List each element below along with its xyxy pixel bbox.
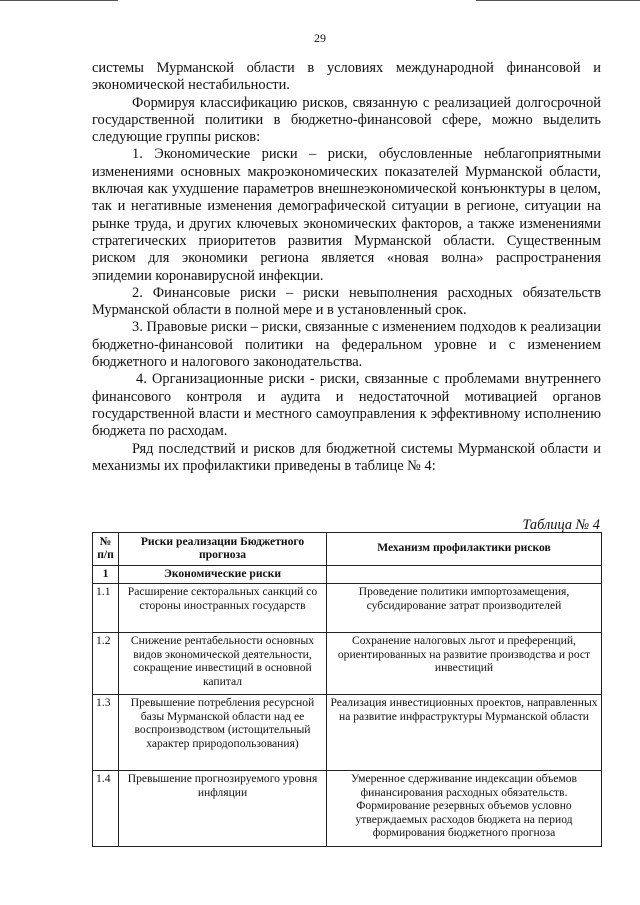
table-row: [93, 695, 602, 771]
section-num: 1: [93, 566, 119, 584]
header-mechanism: Механизм профилактики рисков: [327, 533, 602, 566]
row-risk: Превышение прогнозируемого уровня инфляции: [119, 771, 327, 847]
table-section-row: [93, 566, 602, 584]
paragraph-table-reference: Ряд последствий и рисков для бюджетной системы Мурманской области и механизмы их профилактики приведены в таблице № 4:: [92, 440, 601, 474]
row-mechanism: Проведение политики импортозамещения, субсидирование затрат производителей: [327, 584, 602, 633]
header-risk: Риски реализации Бюджетного прогноза: [119, 533, 327, 566]
row-num: 1.4: [93, 771, 119, 847]
risk-table: [92, 532, 602, 847]
table-caption: Таблица № 4: [522, 517, 600, 533]
paragraph-legal-risks: 3. Правовые риски – риски, связанные с изменением подходов к реализации бюджетно-финансовой политики на федеральном уровне и с изменением бюджетного и налогового законодательства.: [92, 319, 601, 371]
row-num: 1.3: [93, 695, 119, 771]
paragraph-continuation: системы Мурманской области в условиях международной финансовой и экономической нестабильности.: [92, 60, 601, 94]
scan-edge-line-left: [0, 0, 118, 1]
table-header-row: [93, 533, 602, 566]
table-row: [93, 771, 602, 847]
section-empty-cell: [327, 566, 602, 584]
row-mechanism: Умеренное сдерживание индексации объемов финансирования расходных обязательств. Формирование резервных объемов условно утверждаемых расходов бюджета на период формирования бюджетного прогноза: [327, 771, 602, 847]
row-risk: Расширение секторальных санкций со стороны иностранных государств: [119, 584, 327, 633]
paragraph-organizational-risks: 4. Организационные риски - риски, связанные с проблемами внутреннего финансового контроля и аудита и недостаточной мотивацией органов государственной власти и местного самоуправления к эффективному исполнению бюджета по расходам.: [92, 371, 601, 440]
row-mechanism: Реализация инвестиционных проектов, направленных на развитие инфраструктуры Мурманской области: [327, 695, 602, 771]
paragraph-intro: Формируя классификацию рисков, связанную с реализацией долгосрочной государственной политики в бюджетно-финансовой сфере, можно выделить следующие группы рисков:: [92, 94, 601, 146]
paragraph-financial-risks: 2. Финансовые риски – риски невыполнения расходных обязательств Мурманской области в полной мере и в установленный срок.: [92, 284, 601, 319]
scan-edge-line-right: [476, 0, 640, 1]
page-number: 29: [314, 31, 326, 45]
section-title: Экономические риски: [119, 566, 327, 584]
header-num: № п/п: [93, 533, 119, 566]
row-mechanism: Сохранение налоговых льгот и преференций, ориентированных на развитие производства и рост инвестиций: [327, 633, 602, 695]
table-row: [93, 584, 602, 633]
row-risk: Снижение рентабельности основных видов экономической деятельности, сокращение инвестиций в основной капитал: [119, 633, 327, 695]
table-row: [93, 633, 602, 695]
row-risk: Превышение потребления ресурсной базы Мурманской области над ее воспроизводством (истощительный характер природопользования): [119, 695, 327, 771]
row-num: 1.2: [93, 633, 119, 695]
paragraph-economic-risks: 1. Экономические риски – риски, обусловленные неблагоприятными изменениями основных макроэкономических показателей Мурманской области, включая как ухудшение параметров внешнеэкономической конъюнктуры в целом, так и негативные изменения демографической ситуации в регионе, ситуации на рынке труда, и других ключевых экономических факторов, а также изменениями стратегических приоритетов развития Мурманской области. Существенным риском для экономики региона является «новая волна» распространения эпидемии коронавирусной инфекции.: [92, 146, 601, 284]
body-text: [92, 60, 601, 475]
row-num: 1.1: [93, 584, 119, 633]
